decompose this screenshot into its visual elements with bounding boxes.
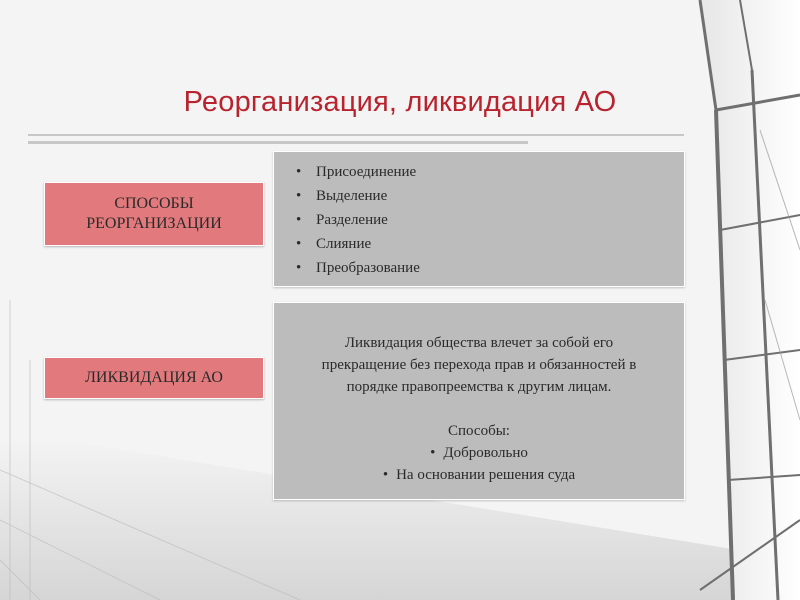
reorganization-label-line: СПОСОБЫ: [114, 195, 194, 212]
list-item: • Преобразование: [296, 256, 684, 280]
reorganization-methods-list-box: [273, 151, 685, 287]
liquidation-methods-title: Способы:: [448, 423, 510, 439]
slide-title: Реорганизация, ликвидация АО: [183, 86, 617, 118]
reorganization-label-line: РЕОРГАНИЗАЦИИ: [86, 215, 222, 232]
liquidation-description-box: [273, 302, 685, 500]
list-item: • Присоединение: [296, 160, 684, 184]
liquidation-label: ЛИКВИДАЦИЯ АО: [44, 357, 264, 399]
list-item: • На основании решения суда: [274, 464, 684, 486]
title-divider-line: [28, 134, 684, 136]
list-item: • Выделение: [296, 184, 684, 208]
liquidation-methods-list: [274, 442, 684, 486]
description-line: порядке правопреемства к другим лицам.: [346, 379, 612, 395]
list-item: • Разделение: [296, 208, 684, 232]
description-line: прекращение без перехода прав и обязанностей в: [321, 357, 637, 373]
description-line: Ликвидация общества влечет за собой его: [344, 335, 614, 351]
list-item: • Слияние: [296, 232, 684, 256]
list-item: • Добровольно: [274, 442, 684, 464]
title-divider-line-secondary: [28, 141, 528, 144]
liquidation-description: [286, 332, 672, 398]
reorganization-methods-list: [274, 152, 684, 280]
reorganization-methods-label: [44, 182, 264, 246]
